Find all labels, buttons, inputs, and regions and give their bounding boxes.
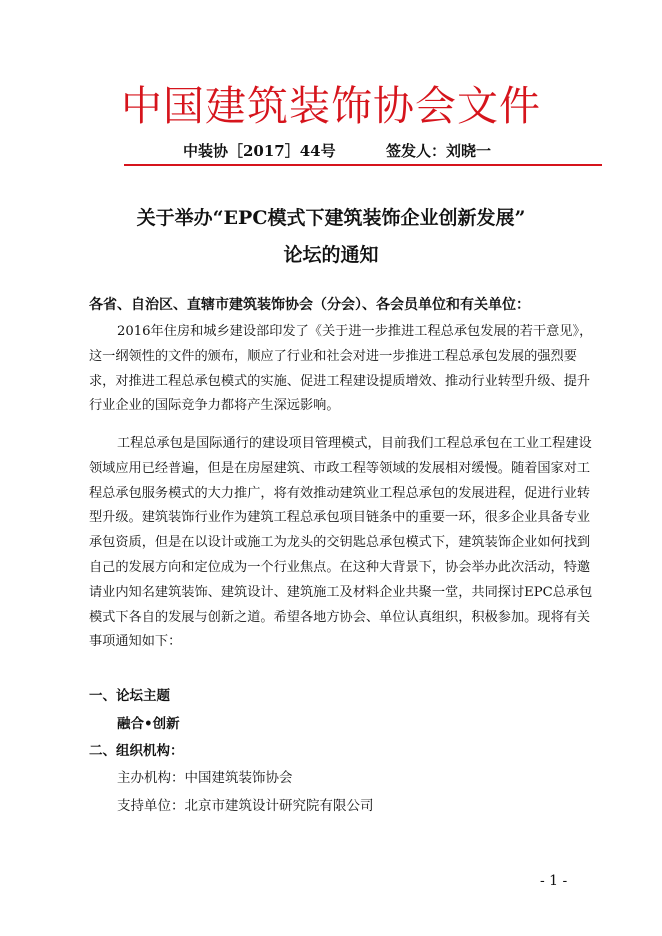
section-heading-theme: 一、论坛主题 bbox=[89, 688, 170, 704]
paragraph-line: 型升级。建筑装饰行业作为建筑工程总承包项目链条中的重要一环，很多企业具备专业 bbox=[89, 510, 591, 526]
paragraph-line: 程总承包服务模式的大力推广，将有效推动建筑业工程总承包的发展进程，促进行业转 bbox=[89, 485, 591, 501]
paragraph-line: 2016年住房和城乡建设部印发了《关于进一步推进工程总承包发展的若干意见》， bbox=[117, 324, 593, 339]
body-paragraph-1 bbox=[89, 320, 595, 419]
paragraph-line: 事项通知如下： bbox=[89, 634, 182, 650]
notice-title-line-2: 论坛的通知 bbox=[283, 244, 379, 266]
host-organization: 主办机构：中国建筑装饰协会 bbox=[117, 770, 293, 786]
document-number: 中装协［2017］44号 bbox=[183, 142, 336, 160]
forum-theme: 融合•创新 bbox=[117, 716, 180, 732]
red-divider bbox=[124, 164, 602, 166]
paragraph-line: 自己的发展方向和定位成为一个行业焦点。在这种大背景下，协会举办此次活动，特邀 bbox=[89, 559, 591, 575]
supporting-organization: 支持单位：北京市建筑设计研究院有限公司 bbox=[117, 798, 374, 814]
paragraph-line: 求，对推进工程总承包模式的实施、促进工程建设提质增效、推动行业转型升级、提升 bbox=[89, 373, 591, 389]
addressee: 各省、自治区、直辖市建筑装饰协会（分会）、各会员单位和有关单位： bbox=[89, 297, 530, 313]
page-number: - 1 - bbox=[540, 873, 568, 889]
paragraph-line: 请业内知名建筑装饰、建筑设计、建筑施工及材料企业共聚一堂，共同探讨EPC总承包 bbox=[89, 584, 593, 600]
paragraph-line: 领域应用已经普遍，但是在房屋建筑、市政工程等领域的发展相对缓慢。随着国家对工 bbox=[89, 460, 591, 476]
paragraph-line: 行业企业的国际竞争力都将产生深远影响。 bbox=[89, 398, 340, 414]
document-title: 中国建筑装饰协会文件 bbox=[121, 82, 541, 130]
paragraph-line: 承包资质，但是在以设计或施工为龙头的交钥匙总承包模式下，建筑装饰企业如何找到 bbox=[89, 535, 591, 551]
document-signer: 签发人：刘晓一 bbox=[386, 142, 492, 160]
notice-title-line-1: 关于举办“EPC模式下建筑装饰企业创新发展” bbox=[136, 207, 526, 229]
paragraph-line: 工程总承包是国际通行的建设项目管理模式，目前我们工程总承包在工业工程建设 bbox=[117, 436, 592, 451]
section-heading-organization: 二、组织机构： bbox=[89, 743, 184, 759]
body-paragraph-2 bbox=[89, 432, 595, 655]
paragraph-line: 模式下各自的发展与创新之道。希望各地方协会、单位认真组织，积极参加。现将有关 bbox=[89, 609, 591, 625]
paragraph-line: 这一纲领性的文件的颁布，顺应了行业和社会对进一步推进工程总承包发展的强烈要 bbox=[89, 348, 577, 364]
